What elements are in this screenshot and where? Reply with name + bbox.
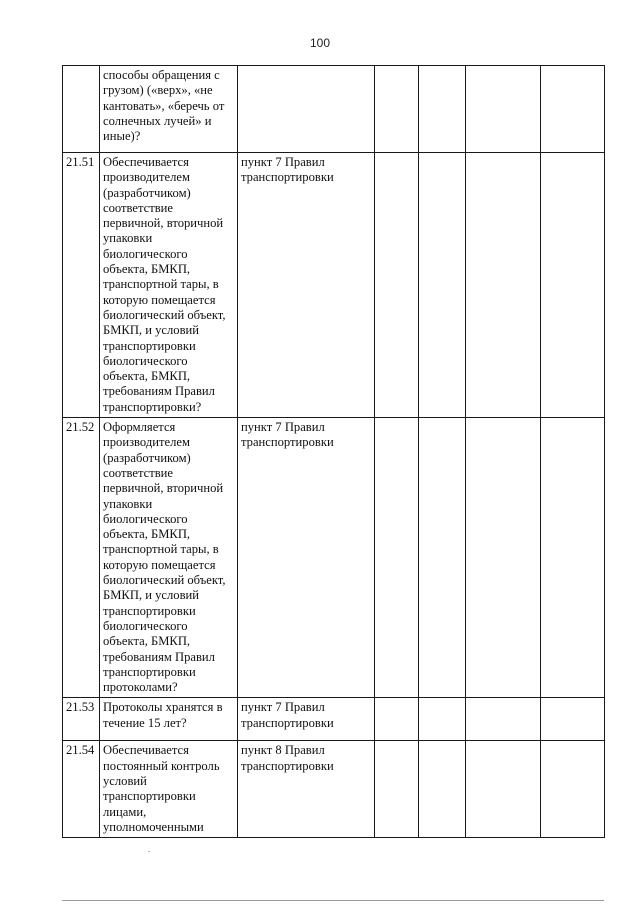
notes-cell [541, 741, 605, 838]
not-applicable-cell [466, 418, 541, 698]
not-applicable-cell [466, 66, 541, 153]
reference-cell: пункт 7 Правил транспортировки [238, 418, 375, 698]
checklist-table [62, 65, 605, 838]
table-row [63, 66, 605, 153]
not-applicable-cell [466, 698, 541, 741]
question-cell: способы обращения с грузом) («верх», «не кантовать», «беречь от солнечных лучей» и иные)? [100, 66, 238, 153]
not-applicable-cell [466, 741, 541, 838]
item-number-cell: 21.51 [63, 153, 100, 418]
not-applicable-cell [466, 153, 541, 418]
table-row [63, 418, 605, 698]
notes-cell [541, 698, 605, 741]
scan-artifact [148, 851, 150, 852]
answer-yes-cell [375, 698, 419, 741]
answer-no-cell [419, 418, 466, 698]
question-cell: Обеспечивается постоянный контроль условий транспортировки лицами, уполномоченными [100, 741, 238, 838]
answer-yes-cell [375, 418, 419, 698]
answer-no-cell [419, 153, 466, 418]
reference-cell: пункт 7 Правил транспортировки [238, 698, 375, 741]
answer-no-cell [419, 66, 466, 153]
table-row [63, 741, 605, 838]
answer-yes-cell [375, 66, 419, 153]
reference-cell: пункт 8 Правил транспортировки [238, 741, 375, 838]
reference-cell: пункт 7 Правил транспортировки [238, 153, 375, 418]
question-cell: Оформляется производителем (разработчиком) соответствие первичной, вторичной упаковки биологического объекта, БМКП, транспортной тары, в которую помещается биологический объект, БМКП, и условий транспортировки биологического объекта, БМКП, требованиям Правил транспортировки протоколами? [100, 418, 238, 698]
notes-cell [541, 418, 605, 698]
reference-cell [238, 66, 375, 153]
page-number: 100 [309, 36, 331, 50]
table-row [63, 698, 605, 741]
table-row [63, 153, 605, 418]
item-number-cell: 21.53 [63, 698, 100, 741]
page-bottom-rule [62, 900, 604, 901]
notes-cell [541, 153, 605, 418]
answer-yes-cell [375, 153, 419, 418]
notes-cell [541, 66, 605, 153]
question-cell: Протоколы хранятся в течение 15 лет? [100, 698, 238, 741]
answer-no-cell [419, 698, 466, 741]
item-number-cell: 21.52 [63, 418, 100, 698]
item-number-cell: 21.54 [63, 741, 100, 838]
item-number-cell [63, 66, 100, 153]
answer-yes-cell [375, 741, 419, 838]
answer-no-cell [419, 741, 466, 838]
question-cell: Обеспечивается производителем (разработчиком) соответствие первичной, вторичной упаковки биологического объекта, БМКП, транспортной тары, в которую помещается биологический объект, БМКП, и условий транспортировки биологического объекта, БМКП, требованиям Правил транспортировки? [100, 153, 238, 418]
